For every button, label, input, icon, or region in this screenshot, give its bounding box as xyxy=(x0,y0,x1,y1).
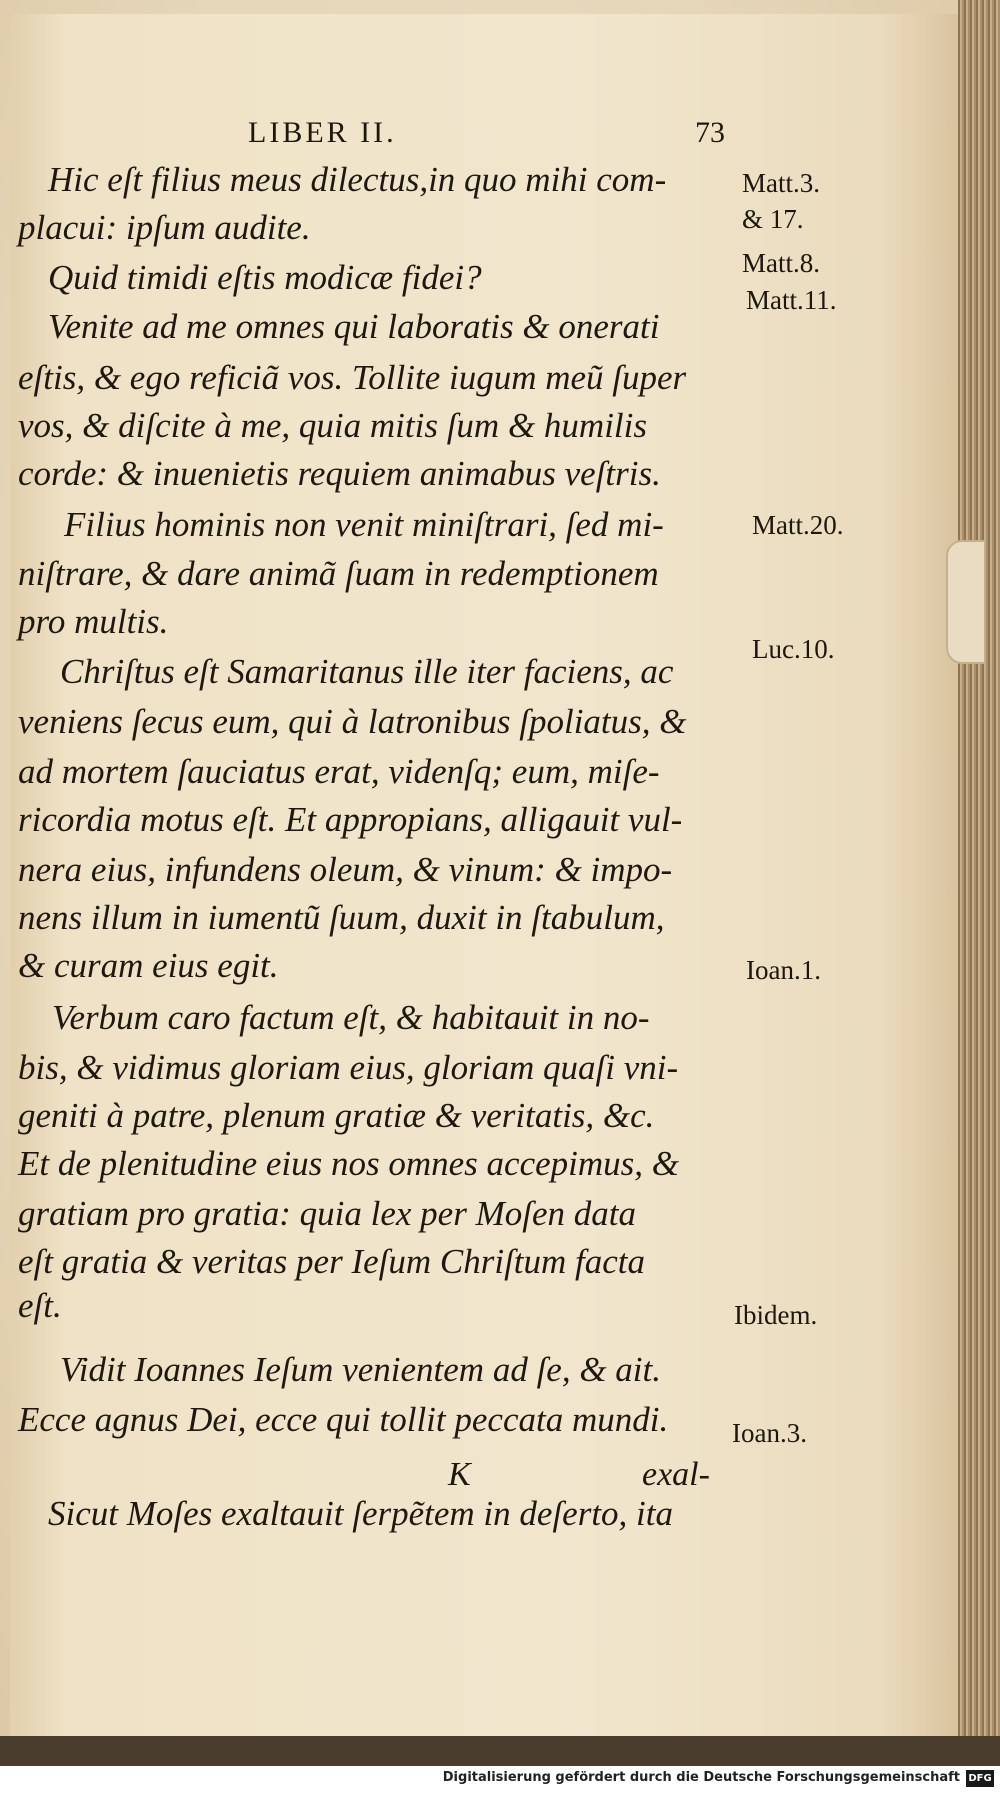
page-edges xyxy=(958,0,1000,1793)
text-line: eſt. xyxy=(18,1286,62,1325)
text-line: vos, & diſcite à me, quia mitis ſum & humilis xyxy=(18,406,647,445)
text-line: Filius hominis non venit miniſtrari, ſed mi- xyxy=(64,505,664,544)
margin-note: & 17. xyxy=(742,204,804,234)
text-line: Hic eſt filius meus dilectus,in quo mihi com- xyxy=(48,160,667,199)
page-header xyxy=(0,116,1000,156)
text-line: niſtrare, & dare animã ſuam in redemptionem xyxy=(18,554,659,593)
margin-note: Luc.10. xyxy=(752,634,835,664)
text-line: bis, & vidimus gloriam eius, gloriam quaſi vni- xyxy=(18,1048,679,1087)
text-line: Quid timidi eſtis modicæ fidei? xyxy=(48,258,482,297)
text-line: Et de plenitudine eius nos omnes accepimus, & xyxy=(18,1144,679,1183)
text-line: Verbum caro factum eſt, & habitauit in no- xyxy=(52,998,650,1037)
signature-mark: K xyxy=(448,1456,471,1493)
text-line: Vidit Ioannes Ieſum venientem ad ſe, & ait. xyxy=(60,1350,661,1389)
text-line: veniens ſecus eum, qui à latronibus ſpoliatus, & xyxy=(18,702,687,741)
footer-credit: Digitalisierung gefördert durch die Deutsche Forschungsgemeinschaft xyxy=(442,1770,960,1785)
margin-note: Ibidem. xyxy=(734,1300,818,1330)
text-line: pro multis. xyxy=(18,602,169,641)
text-line: eſt gratia & veritas per Ieſum Chriſtum facta xyxy=(18,1242,646,1281)
text-line: geniti à patre, plenum gratiæ & veritatis, &c. xyxy=(18,1096,655,1135)
text-line: nens illum in iumentũ ſuum, duxit in ſtabulum, xyxy=(18,898,665,937)
text-line: gratiam pro gratia: quia lex per Moſen data xyxy=(18,1194,636,1233)
margin-note: Matt.3. xyxy=(742,168,820,198)
margin-note: Matt.8. xyxy=(742,248,820,278)
text-line: Sicut Moſes exaltauit ſerpẽtem in deſerto, ita xyxy=(48,1494,673,1533)
text-line: ricordia motus eſt. Et appropians, alligauit vul- xyxy=(18,800,683,839)
running-head: LIBER II. xyxy=(248,116,397,149)
text-line: & curam eius egit. xyxy=(18,946,279,985)
text-line: ad mortem ſauciatus erat, videnſq; eum, miſe- xyxy=(18,752,660,791)
dfg-logo-icon: DFG xyxy=(966,1770,994,1787)
bookmark-tab xyxy=(946,540,986,664)
text-line: corde: & inuenietis requiem animabus veſtris. xyxy=(18,454,661,493)
catchword: exal- xyxy=(642,1456,710,1493)
margin-note: Ioan.1. xyxy=(746,955,821,985)
text-line: eſtis, & ego reficiã vos. Tollite iugum meũ ſuper xyxy=(18,358,687,397)
text-line: Venite ad me omnes qui laboratis & onerati xyxy=(48,307,660,346)
text-line: nera eius, infundens oleum, & vinum: & impo- xyxy=(18,850,673,889)
folio-number: 73 xyxy=(695,116,725,149)
margin-note: Ioan.3. xyxy=(732,1418,807,1448)
book-bottom-edge xyxy=(0,1736,1000,1766)
digitization-footer xyxy=(0,1766,1000,1793)
text-line: placui: ipſum audite. xyxy=(18,208,311,247)
margin-note: Matt.11. xyxy=(746,285,837,315)
margin-note: Matt.20. xyxy=(752,510,844,540)
text-line: Chriſtus eſt Samaritanus ille iter faciens, ac xyxy=(60,652,674,691)
text-line: Ecce agnus Dei, ecce qui tollit peccata mundi. xyxy=(18,1400,669,1439)
